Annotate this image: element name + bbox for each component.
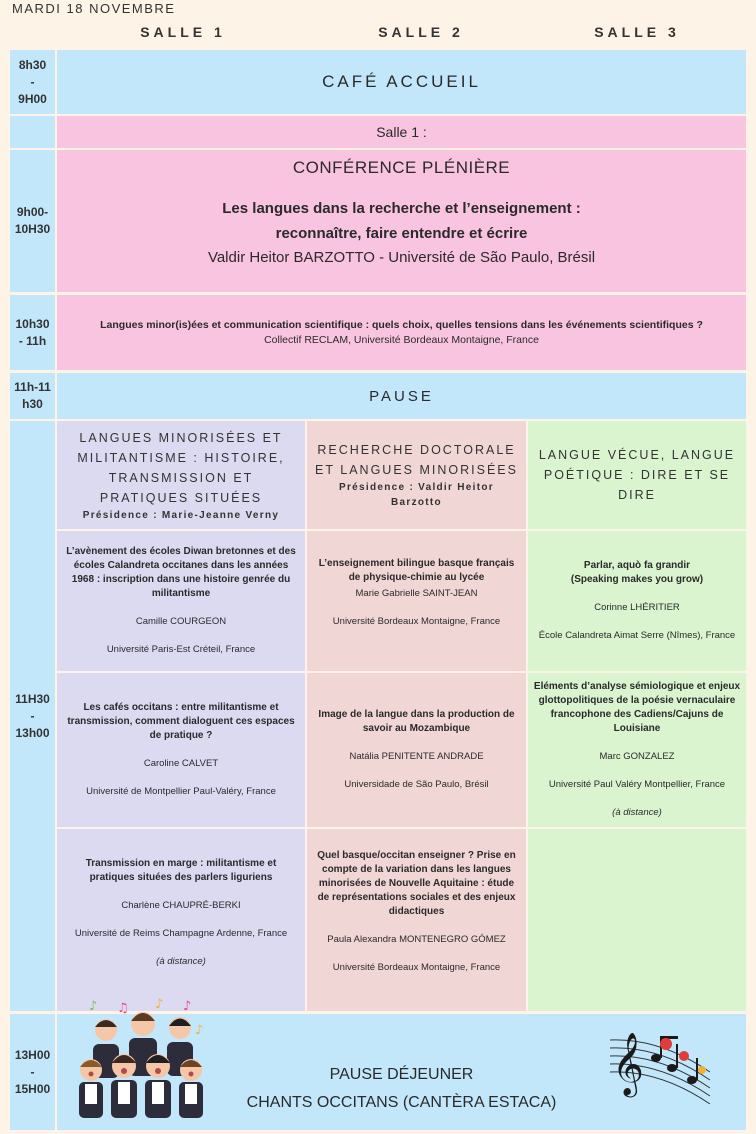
cafe-accueil-label: CAFÉ ACCUEIL	[322, 72, 481, 91]
talk-s1-3: Transmission en marge : militantisme et pratiques situées des parlers liguriens Charlène CHAUPRÉ-BERKI Université de Reims Champagne Ardenne, France (à distance)	[57, 829, 305, 1011]
time-reclam: 10h30 - 11h	[10, 295, 55, 370]
track-header-2: RECHERCHE DOCTORALE ET LANGUES MINORISÉES Présidence : Valdir Heitor Barzotto	[307, 421, 526, 529]
time-pleniere: 9h00- 10H30	[10, 150, 55, 292]
pleniere-heading: CONFÉRENCE PLÉNIÈRE	[292, 158, 511, 177]
room-header-2: SALLE 2	[378, 24, 464, 40]
svg-text:♪: ♪	[89, 999, 98, 1014]
pleniere-speaker: Valdir Heitor BARZOTTO - Université de São Paulo, Brésil	[207, 249, 596, 266]
schedule-date: MARDI 18 NOVEMBRE	[12, 1, 176, 16]
room-header-1: SALLE 1	[140, 24, 226, 40]
cafe-accueil-slot	[57, 50, 746, 114]
treble-clef-notes-icon	[606, 1018, 714, 1104]
talk-s2-2: Image de la langue dans la production de savoir au Mozambique Natália PENITENTE ANDRADE Universidade de São Paulo, Brésil	[307, 673, 526, 827]
pause-slot	[57, 373, 746, 419]
time-pause: 11h-11 h30	[10, 373, 55, 419]
pleniere-slot	[57, 150, 746, 292]
talk-s3-1: Parlar, aquò fa grandir (Speaking makes you grow) Corinne LHÉRITIER École Calandreta Aimat Serre (Nîmes), France	[528, 531, 746, 671]
svg-text:♪: ♪	[155, 997, 164, 1012]
pause-label: PAUSE	[369, 387, 434, 405]
track-header-1: LANGUES MINORISÉES ET MILITANTISME : HISTOIRE, TRANSMISSION ET PRATIQUES SITUÉES Présidence : Marie-Jeanne Verny	[57, 421, 305, 529]
choir-illustration	[75, 996, 215, 1120]
talk-s1-1: L’avènement des écoles Diwan bretonnes et des écoles Calandreta occitanes dans les années 1968 : inscription dans une histoire genrée du militantisme Camille COURGEON Université Paris-Est Créteil, France	[57, 531, 305, 671]
talk-s3-empty	[528, 829, 746, 1011]
svg-text:♪: ♪	[195, 1023, 204, 1038]
time-cafe: 8h30 - 9H00	[10, 50, 55, 114]
svg-text:♪: ♪	[183, 999, 192, 1014]
time-empty	[10, 116, 55, 148]
room-header-3: SALLE 3	[594, 24, 680, 40]
pleniere-title-2: reconnaître, faire entendre et écrire	[275, 225, 528, 242]
svg-text:𝄞: 𝄞	[612, 1032, 644, 1095]
talk-s1-2: Les cafés occitans : entre militantisme et transmission, comment dialoguent ces espaces de pratique ? Caroline CALVET Université de Montpellier Paul-Valéry, France	[57, 673, 305, 827]
talk-s2-3: Quel basque/occitan enseigner ? Prise en compte de la variation dans les langues minorisées de Nouvelle Aquitaine : étude de représentations sociales et des enjeux didactiques Paula Alexandra MONTENEGRO GÓMEZ Université Bordeaux Montaigne, France	[307, 829, 526, 1011]
talk-s3-2: Eléments d’analyse sémiologique et enjeux glottopolitiques de la poésie vernaculaire francophone des Cadiens/Cajuns de Louisiane Marc GONZALEZ Université Paul Valéry Montpellier, France (à distance)	[528, 673, 746, 827]
dejeuner-label-1: PAUSE DÉJEUNER	[329, 1066, 474, 1083]
time-dejeuner: 13H00 - 15H00	[10, 1014, 55, 1130]
pleniere-title-1: Les langues dans la recherche et l’enseignement :	[222, 200, 581, 217]
reclam-speaker: Collectif RECLAM, Université Bordeaux Montaigne, France	[264, 333, 539, 346]
reclam-slot	[57, 295, 746, 370]
time-sessions: 11H30 - 13h00	[10, 421, 55, 1011]
reclam-title: Langues minor(is)ées et communication scientifique : quels choix, quelles tensions dans les événements scientifiques ?	[100, 318, 703, 331]
salle-note: Salle 1 :	[57, 116, 746, 148]
talk-s2-1: L’enseignement bilingue basque français de physique-chimie au lycée Marie Gabrielle SAINT-JEAN Université Bordeaux Montaigne, France	[307, 531, 526, 671]
dejeuner-label-2: CHANTS OCCITANS (CANTÈRA ESTACA)	[246, 1094, 557, 1111]
track-header-3: LANGUE VÉCUE, LANGUE POÉTIQUE : DIRE ET SE DIRE	[528, 421, 746, 529]
svg-text:♫: ♫	[117, 1001, 129, 1016]
